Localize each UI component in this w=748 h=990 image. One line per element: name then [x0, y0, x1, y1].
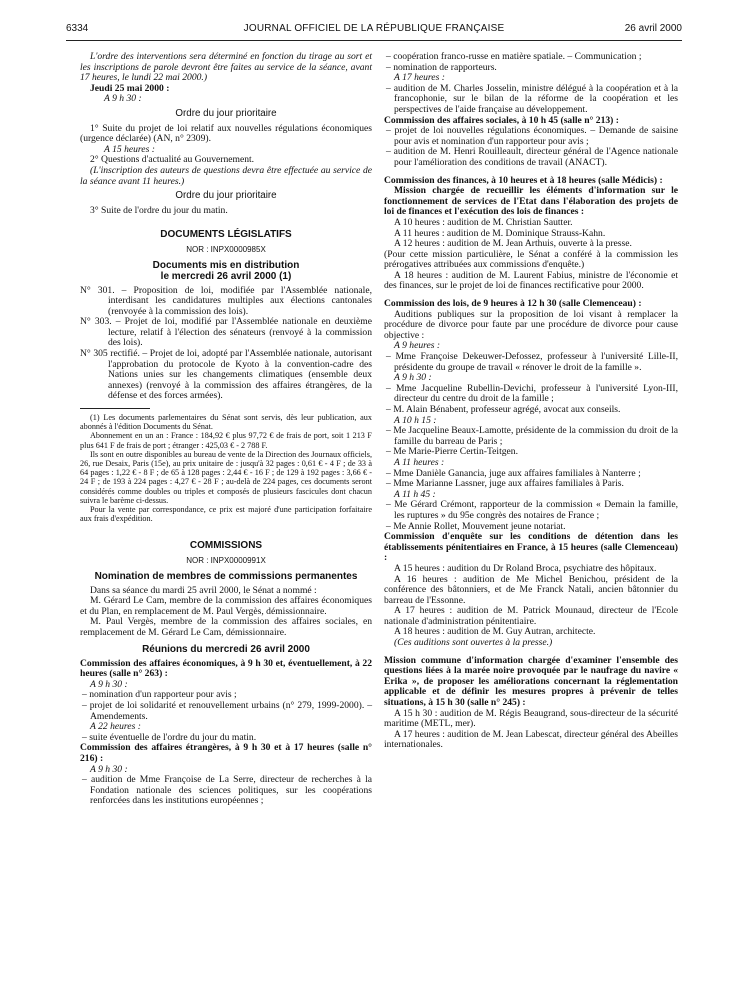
hearing-item: A 12 heures : audition de M. Jean Arthuis, ouverte à la presse. [394, 238, 632, 250]
agenda-item-2: 2° Questions d'actualité au Gouvernement. [90, 154, 255, 166]
commission-heading: Commission des affaires sociales, à 10 h 45 (salle n° 213) : [384, 114, 619, 126]
commission-heading: Commission d'enquête sur les conditions de détention dans les établissements pénitentiaires en France, à 15 heures (salle Clemenceau) : [384, 531, 678, 564]
documents-subtitle-1: Documents mis en distribution [152, 259, 300, 271]
footnote-prices: Ils sont en outre disponibles au bureau de vente de la Direction des Journaux officiels, 26, rue Desaix, Paris (15e), au prix unitaire de : jusqu'à 32 pages : 0,61 € - 4 F ; de 33 à 64 pages : 1,22 € - 8 F ; de 65 à 128 pages : 2,44 € - 16 F ; de 129 à 192 pages : 3,66 € - 24 F ; de 193 à 224 pages : 4,27 € - 28 F ; au-delà de 224 pages, ces documents seront considérés comme doubles ou triples et composés de plusieurs fascicules dont chacun suivra le barème ci-dessus. [80, 449, 373, 505]
footnote-subscription: Abonnement en un an : France : 184,92 € plus 97,72 € de frais de port, soit 1 213 F plus 641 F de frais de port ; étranger : 425,03 € - 2 788 F. [80, 431, 372, 450]
journal-title: JOURNAL OFFICIEL DE LA RÉPUBLIQUE FRANÇAISE [243, 23, 505, 34]
time-label: A 9 h 30 : [394, 372, 432, 384]
commission-heading: Commission des finances, à 10 heures et à 18 heures (salle Médicis) : [384, 174, 663, 186]
hearing-item: A 11 heures : audition de M. Dominique Strauss-Kahn. [394, 227, 606, 239]
agenda-dash-item: – audition de M. Henri Rouilleault, directeur général de l'Agence nationale pour l'amélioration des conditions de travail (ANACT). [386, 146, 678, 168]
mission-note: (Pour cette mission particulière, le Sénat a conféré à la commission les prérogatives attribuées aux commissions d'enquête.) [384, 248, 678, 271]
agenda-item-2-note: (L'inscription des auteurs de questions devra être effectuée au service de la séance avant 11 heures.) [80, 164, 372, 187]
nomination-text: M. Paul Vergès, membre de la commission des affaires sociales, en remplacement de M. Gérard Le Cam, démissionnaire. [80, 616, 372, 639]
nomination-text: M. Gérard Le Cam, membre de la commission des affaires économiques et du Plan, en remplacement de M. Paul Vergès, démissionnaire. [80, 595, 372, 617]
agenda-dash-item: – projet de loi solidarité et renouvellement urbains (n° 279, 1999-2000). – Amendements. [82, 700, 372, 722]
nor-reference: NOR : INPX0000985X [186, 244, 266, 254]
section-title-commissions: COMMISSIONS [189, 540, 263, 552]
agenda-dash-item: – Mme Jacqueline Rubellin-Devichi, professeur à l'université Lyon-III, directeur du centre du droit de la famille ; [386, 382, 678, 405]
hearing-item: A 16 heures : audition de Me Michel Benichou, président de la conférence des bâtonniers, et de Me Franck Natali, ancien bâtonnier du barreau de l'Essonne. [384, 573, 678, 606]
agenda-dash-item: – projet de loi nouvelles régulations économiques. – Demande de saisine pour avis et nomination d'un rapporteur pour avis ; [386, 125, 678, 147]
agenda-heading: Ordre du jour prioritaire [175, 190, 277, 202]
document-item: N° 305 rectifié. – Projet de loi, adopté par l'Assemblée nationale, autorisant l'approbation du protocole de Kyoto à la convention-cadre des Nations unies sur les changements climatiques (ensemble deux annexes) (renvoyé à la commission des affaires étrangères, de la défense et des forces armées). [80, 348, 372, 402]
day-heading: Jeudi 25 mai 2000 : [90, 82, 170, 94]
time-label: A 9 h 30 : [90, 678, 128, 690]
document-item: N° 301. – Proposition de loi, modifiée par l'Assemblée nationale, interdisant les candidatures multiples aux élections cantonales (renvoyée à la commission des lois). [80, 284, 372, 317]
reunions-title: Réunions du mercredi 26 avril 2000 [142, 643, 310, 655]
hearing-item: A 15 h 30 : audition de M. Régis Beaugrand, sous-directeur de la sécurité maritime (METL, mer). [384, 707, 678, 730]
agenda-dash-item: – coopération franco-russe en matière spatiale. – Communication ; [386, 51, 642, 62]
section-title-documents: DOCUMENTS LÉGISLATIFS [160, 229, 292, 241]
agenda-dash-item: – M. Alain Bénabent, professeur agrégé, avocat aux conseils. [386, 404, 621, 415]
right-column [384, 52, 678, 751]
hearing-item: A 15 heures : audition du Dr Roland Broca, psychiatre des hôpitaux. [394, 562, 657, 574]
page-header [66, 24, 682, 38]
document-item: N° 303. – Projet de loi, modifié par l'Assemblée nationale en deuxième lecture, relatif à l'élection des sénateurs (renvoyé à la commission des lois). [80, 316, 372, 349]
hearing-item: A 18 heures : audition de M. Laurent Fabius, ministre de l'économie et des finances, sur le projet de loi de finances rectificative pour 2000. [384, 269, 678, 292]
page-number: 6334 [66, 23, 89, 34]
hearings-intro: Auditions publiques sur la proposition de loi visant à remplacer la procédure de divorce pour faute par une procédure de divorce pour cause objective : [384, 308, 678, 341]
issue-date: 26 avril 2000 [624, 23, 682, 34]
agenda-dash-item: – Mme Danièle Ganancia, juge aux affaires familiales à Nanterre ; [386, 467, 641, 479]
intro-note: L'ordre des interventions sera déterminé en fonction du tirage au sort et les inscriptions de parole devront être faites au service de la séance, avant 17 heures, le lundi 22 mai 2000.) [80, 51, 372, 84]
commission-heading: Mission commune d'information chargée d'examiner l'ensemble des questions liées à la marée noire provoquée par le naufrage du navire « Erika », de proposer les améliorations concernant la réglementation applicable et de définir les mesures propres à prévenir de telles situations, à 15 h 30 (salle n° 245) : [384, 654, 678, 709]
agenda-dash-item: – Mme Françoise Dekeuwer-Defossez, professeur à l'université Lille-II, présidente du groupe de travail « rénover le droit de la famille ». [386, 351, 678, 373]
mission-heading: Mission chargée de recueillir les éléments d'information sur le fonctionnement de services de l'Etat dans l'élaboration des projets de loi de finances et l'exécution des lois de finances : [384, 185, 678, 218]
footnote: (1) Les documents parlementaires du Sénat sont servis, dès leur publication, aux abonnés à l'édition Documents du Sénat. [80, 413, 372, 432]
nor-reference: NOR : INPX0000991X [186, 556, 266, 566]
time-label: A 17 heures : [394, 72, 445, 84]
agenda-dash-item: – Me Gérard Crémont, rapporteur de la commission « Demain la famille, les ruptures » du 95e congrès des notaires de France ; [386, 499, 678, 521]
time-label: A 11 heures : [394, 456, 445, 468]
agenda-item-1: 1° Suite du projet de loi relatif aux nouvelles régulations économiques (urgence déclarée) (AN, n° 2309). [80, 122, 372, 145]
agenda-dash-item: – Me Annie Rollet, Mouvement jeune notariat. [386, 520, 566, 532]
agenda-heading: Ordre du jour prioritaire [175, 107, 277, 119]
header-rule [66, 40, 682, 41]
nomination-title: Nomination de membres de commissions permanentes [94, 570, 358, 582]
agenda-dash-item: – audition de Mme Françoise de La Serre, directeur de recherches à la Fondation nationale des sciences politiques, sur les coopérations renforcées dans les institutions européennes ; [82, 774, 372, 807]
commission-heading: Commission des affaires économiques, à 9 h 30 et, éventuellement, à 22 heures (salle n° 263) : [80, 657, 372, 680]
commission-heading: Commission des affaires étrangères, à 9 h 30 et à 17 heures (salle n° 216) : [80, 742, 372, 764]
hearing-item: A 17 heures : audition de M. Jean Labescat, directeur général des Abeilles internationales. [384, 728, 678, 751]
press-note: (Ces auditions sont ouvertes à la presse.) [394, 637, 553, 649]
time-label: A 10 h 15 : [394, 414, 437, 426]
time-label: A 22 heures : [90, 721, 141, 733]
nomination-text: Dans sa séance du mardi 25 avril 2000, le Sénat a nommé : [90, 584, 317, 596]
footnote-shipping: Pour la vente par correspondance, ce prix est majoré d'une participation forfaitaire aux frais d'expédition. [80, 505, 372, 524]
agenda-item-3: 3° Suite de l'ordre du jour du matin. [90, 204, 228, 216]
agenda-dash-item: – Me Jacqueline Beaux-Lamotte, présidente de la commission du droit de la famille du barreau de Paris ; [386, 425, 678, 447]
time-label: A 9 heures : [394, 340, 441, 352]
time-label: A 11 h 45 : [394, 488, 436, 500]
commission-heading: Commission des lois, de 9 heures à 12 h 30 (salle Clemenceau) : [384, 298, 642, 310]
agenda-dash-item: – nomination d'un rapporteur pour avis ; [82, 689, 237, 701]
agenda-dash-item: – suite éventuelle de l'ordre du jour du matin. [82, 731, 257, 743]
hearing-item: A 10 heures : audition de M. Christian Sautter. [394, 216, 573, 228]
agenda-dash-item: – Me Marie-Pierre Certin-Teitgen. [386, 446, 518, 458]
time-label: A 15 heures : [104, 143, 155, 155]
hearing-item: A 18 heures : audition de M. Guy Autran, architecte. [394, 626, 596, 638]
hearing-item: A 17 heures : audition de M. Patrick Mounaud, directeur de l'Ecole nationale d'administration pénitentiaire. [384, 605, 678, 627]
agenda-dash-item: – audition de M. Charles Josselin, ministre délégué à la coopération et à la francophonie, sur le bilan de la réforme de la coopération et les perspectives de l'aide française au développement. [386, 82, 678, 115]
footnote-separator [80, 408, 150, 409]
agenda-dash-item: – Mme Marianne Lassner, juge aux affaires familiales à Paris. [386, 478, 624, 490]
agenda-dash-item: – nomination de rapporteurs. [386, 61, 497, 73]
documents-subtitle-2: le mercredi 26 avril 2000 (1) [160, 270, 292, 282]
time-label: A 9 h 30 : [104, 93, 142, 105]
time-label: A 9 h 30 : [90, 763, 128, 775]
left-column [80, 52, 372, 807]
